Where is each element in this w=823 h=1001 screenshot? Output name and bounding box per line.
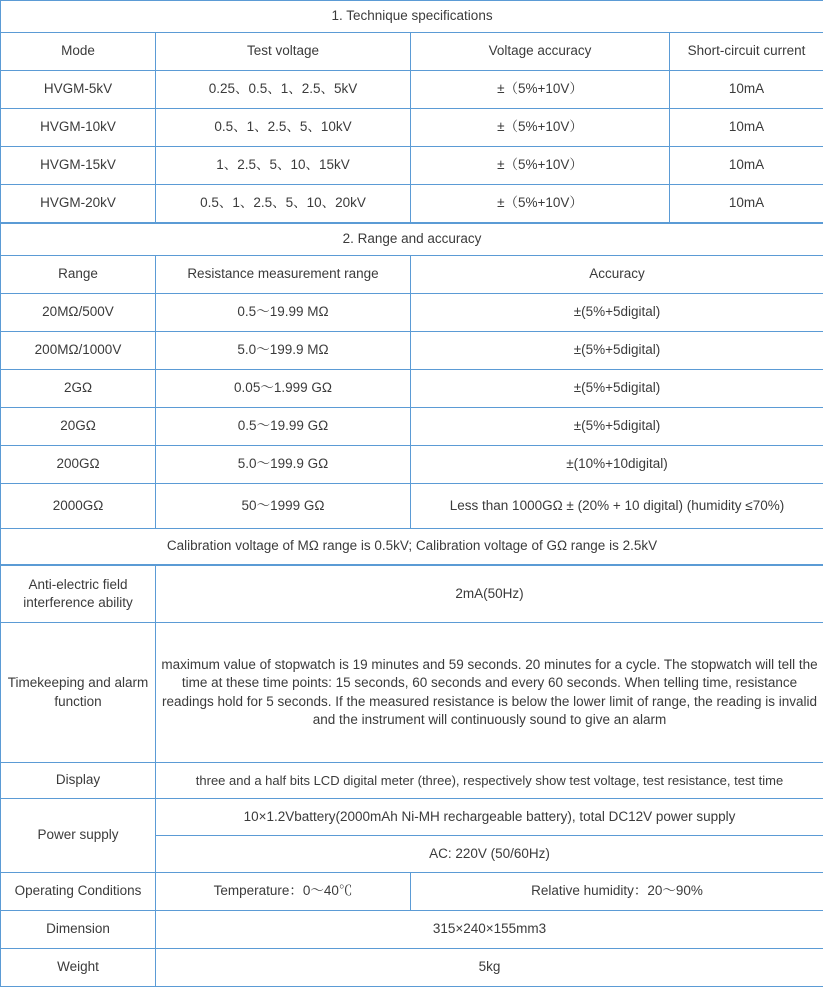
value-weight: 5kg [156,949,823,987]
value-power-supply-battery: 10×1.2Vbattery(2000mAh Ni-MH rechargeable battery), total DC12V power supply [156,799,823,836]
section-2-title: 2. Range and accuracy [1,224,823,256]
timekeeping-line: and the instrument will continuously sound to give an alarm [312,711,667,727]
value-display: three and a half bits LCD digital meter (three), respectively show test voltage, test resistance, test time [156,763,823,799]
cell-voltage-accuracy: ±（5%+10V） [411,185,670,223]
cell-range: 2GΩ [1,370,156,408]
table-row [1,370,823,408]
column-header-short-circuit-current: Short-circuit current [670,33,823,71]
cell-voltage-accuracy: ±（5%+10V） [411,71,670,109]
label-dimension: Dimension [1,911,156,949]
general-properties-table [0,565,823,987]
column-header-accuracy: Accuracy [411,256,823,294]
label-operating-conditions: Operating Conditions [1,873,156,911]
cell-measurement-range: 5.0～199.9 MΩ [156,332,411,370]
cell-range: 2000GΩ [1,484,156,529]
label-display: Display [1,763,156,799]
cell-short-circuit-current: 10mA [670,71,823,109]
table-row [1,446,823,484]
cell-voltage-accuracy: ±（5%+10V） [411,109,670,147]
cell-measurement-range: 0.5～19.99 MΩ [156,294,411,332]
timekeeping-line: time at these time points: 15 seconds, 60 seconds and every 60 seconds. When telling time, resistance [181,675,798,691]
cell-accuracy: ±(5%+5digital) [411,294,823,332]
cell-measurement-range: 50～1999 GΩ [156,484,411,529]
table-row [1,332,823,370]
value-operating-temperature: Temperature：0～40℃ [156,873,411,911]
column-header-test-voltage: Test voltage [156,33,411,71]
cell-test-voltage: 0.5、1、2.5、5、10、20kV [156,185,411,223]
cell-accuracy: ±(5%+5digital) [411,332,823,370]
calibration-voltage-note: Calibration voltage of MΩ range is 0.5kV; Calibration voltage of GΩ range is 2.5kV [1,529,823,565]
table-header-row [1,256,823,294]
cell-mode: HVGM-20kV [1,185,156,223]
property-row-operating-conditions [1,873,823,911]
range-and-accuracy-table [0,223,823,565]
cell-test-voltage: 1、2.5、5、10、15kV [156,147,411,185]
cell-voltage-accuracy: ±（5%+10V） [411,147,670,185]
cell-short-circuit-current: 10mA [670,147,823,185]
value-power-supply-ac: AC: 220V (50/60Hz) [156,836,823,873]
cell-range: 200MΩ/1000V [1,332,156,370]
cell-short-circuit-current: 10mA [670,185,823,223]
cell-accuracy: Less than 1000GΩ ± (20% + 10 digital) (humidity ≤70%) [411,484,823,529]
technique-specifications-table [0,0,823,223]
column-header-voltage-accuracy: Voltage accuracy [411,33,670,71]
cell-mode: HVGM-10kV [1,109,156,147]
cell-accuracy: ±(5%+5digital) [411,370,823,408]
table-row [1,109,823,147]
value-anti-electric-field: 2mA(50Hz) [156,566,823,623]
cell-measurement-range: 0.05～1.999 GΩ [156,370,411,408]
value-dimension: 315×240×155mm3 [156,911,823,949]
table-row [1,484,823,529]
table-row [1,147,823,185]
calibration-note-row [1,529,823,565]
property-row-dimension [1,911,823,949]
property-row-anti-electric-field [1,566,823,623]
cell-accuracy: ±(5%+5digital) [411,408,823,446]
label-weight: Weight [1,949,156,987]
cell-mode: HVGM-15kV [1,147,156,185]
property-row-weight [1,949,823,987]
timekeeping-line: maximum value of stopwatch is 19 minutes and 59 seconds. 20 minutes for a cycle. The stopwatch will tell the [161,657,818,673]
value-operating-humidity: Relative humidity：20～90% [411,873,823,911]
section-title-row [1,224,823,256]
cell-range: 20MΩ/500V [1,294,156,332]
cell-accuracy: ±(10%+10digital) [411,446,823,484]
column-header-resistance-measurement-range: Resistance measurement range [156,256,411,294]
table-row [1,185,823,223]
cell-test-voltage: 0.5、1、2.5、5、10kV [156,109,411,147]
column-header-range: Range [1,256,156,294]
section-1-title: 1. Technique specifications [1,1,823,33]
table-row [1,71,823,109]
property-row-timekeeping [1,623,823,763]
label-power-supply: Power supply [1,799,156,873]
cell-test-voltage: 0.25、0.5、1、2.5、5kV [156,71,411,109]
property-row-display [1,763,823,799]
timekeeping-line: readings hold for 5 seconds. If the measured resistance is below the lower limit of range, the reading is invalid [161,693,818,709]
column-header-mode: Mode [1,33,156,71]
value-timekeeping [156,623,823,763]
section-title-row [1,1,823,33]
label-timekeeping: Timekeeping and alarm function [1,623,156,763]
cell-range: 20GΩ [1,408,156,446]
table-row [1,408,823,446]
property-row-power-supply-battery [1,799,823,836]
cell-measurement-range: 0.5～19.99 GΩ [156,408,411,446]
cell-range: 200GΩ [1,446,156,484]
cell-mode: HVGM-5kV [1,71,156,109]
table-header-row [1,33,823,71]
cell-measurement-range: 5.0～199.9 GΩ [156,446,411,484]
label-anti-electric-field: Anti-electric field interference ability [1,566,156,623]
cell-short-circuit-current: 10mA [670,109,823,147]
table-row [1,294,823,332]
